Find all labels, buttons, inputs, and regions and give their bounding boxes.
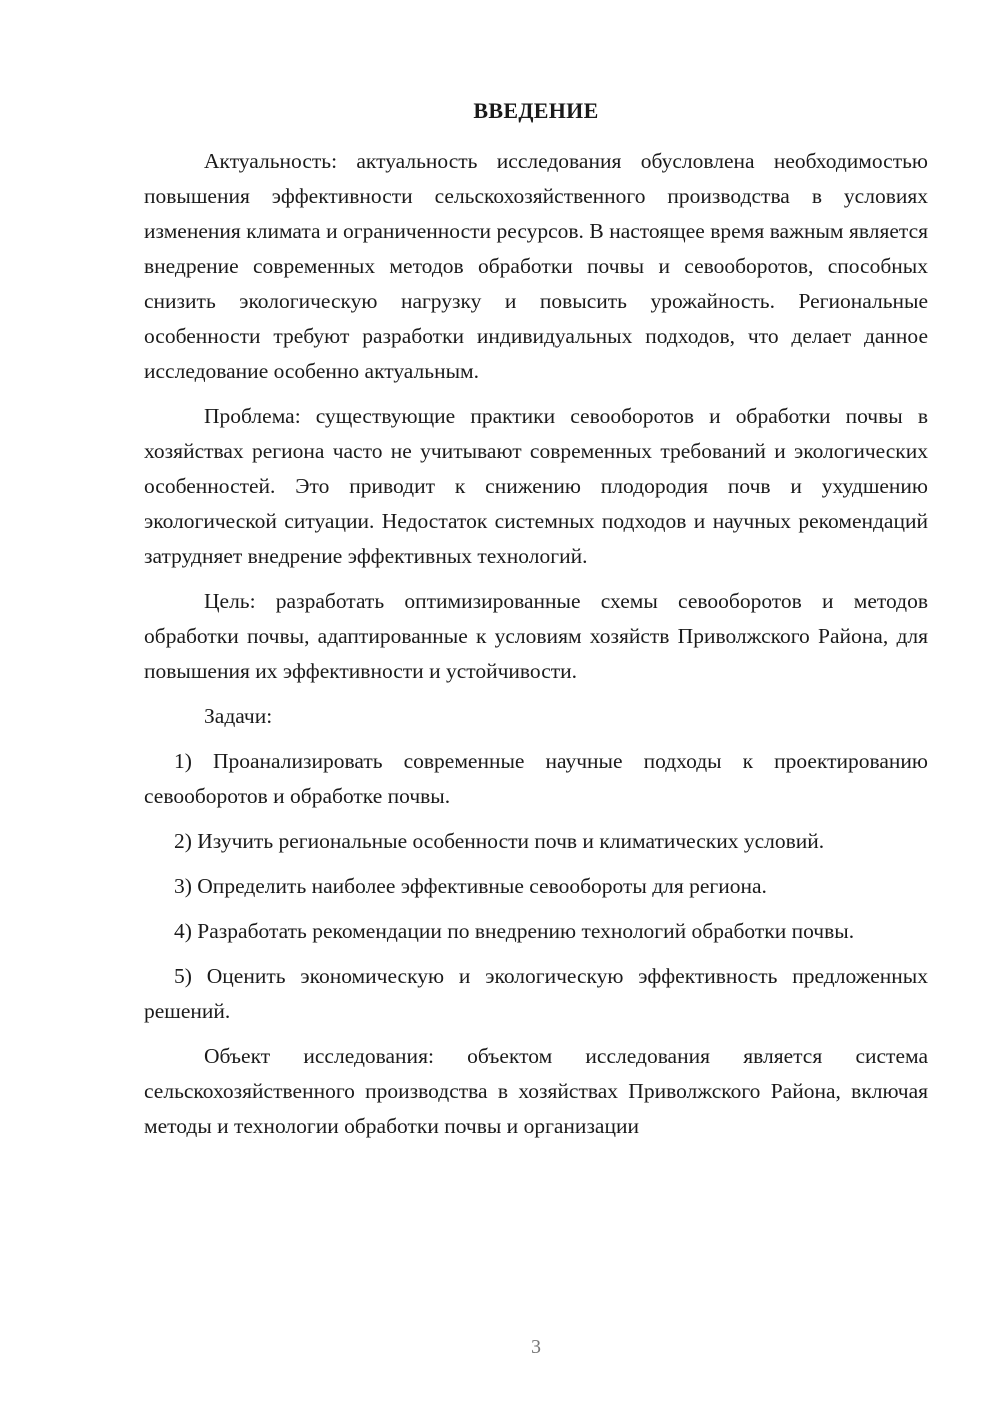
paragraph-goal: Цель: разработать оптимизированные схемы севооборотов и методов обработки почвы, адаптированные к условиям хозяйств Приволжского Района, для повышения их эффективности и устойчивости. [144,589,928,683]
task-item-1: 1) Проанализировать современные научные подходы к проектированию севооборотов и обработке почвы. [144,749,928,808]
task-item-4: 4) Разработать рекомендации по внедрению технологий обработки почвы. [174,919,855,943]
section-heading: ВВЕДЕНИЕ [473,98,599,123]
task-item-3: 3) Определить наиболее эффективные севообороты для региона. [174,874,767,898]
task-item-5: 5) Оценить экономическую и экологическую эффективность предложенных решений. [144,964,928,1023]
paragraph-object: Объект исследования: объектом исследования является система сельскохозяйственного производства в хозяйствах Приволжского Района, включая методы и технологии обработки почвы и организации [144,1044,928,1138]
document-body [144,144,928,1144]
paragraph-problem: Проблема: существующие практики севооборотов и обработки почвы в хозяйствах региона часто не учитывают современных требований и экологических особенностей. Это приводит к снижению плодородия почв и ухудшению экологической ситуации. Недостаток системных подходов и научных рекомендаций затрудняет внедрение эффективных технологий. [144,404,928,568]
page-number: 3 [531,1336,541,1358]
tasks-heading: Задачи: [204,704,273,728]
task-item-2: 2) Изучить региональные особенности почв и климатических условий. [174,829,825,853]
paragraph-relevance: Актуальность: актуальность исследования обусловлена необходимостью повышения эффективности сельскохозяйственного производства в условиях изменения климата и ограниченности ресурсов. В настоящее время важным является внедрение современных методов обработки почвы и севооборотов, способных снизить экологическую нагрузку и повысить урожайность. Региональные особенности требуют разработки индивидуальных подходов, что делает данное исследование особенно актуальным. [144,149,928,383]
